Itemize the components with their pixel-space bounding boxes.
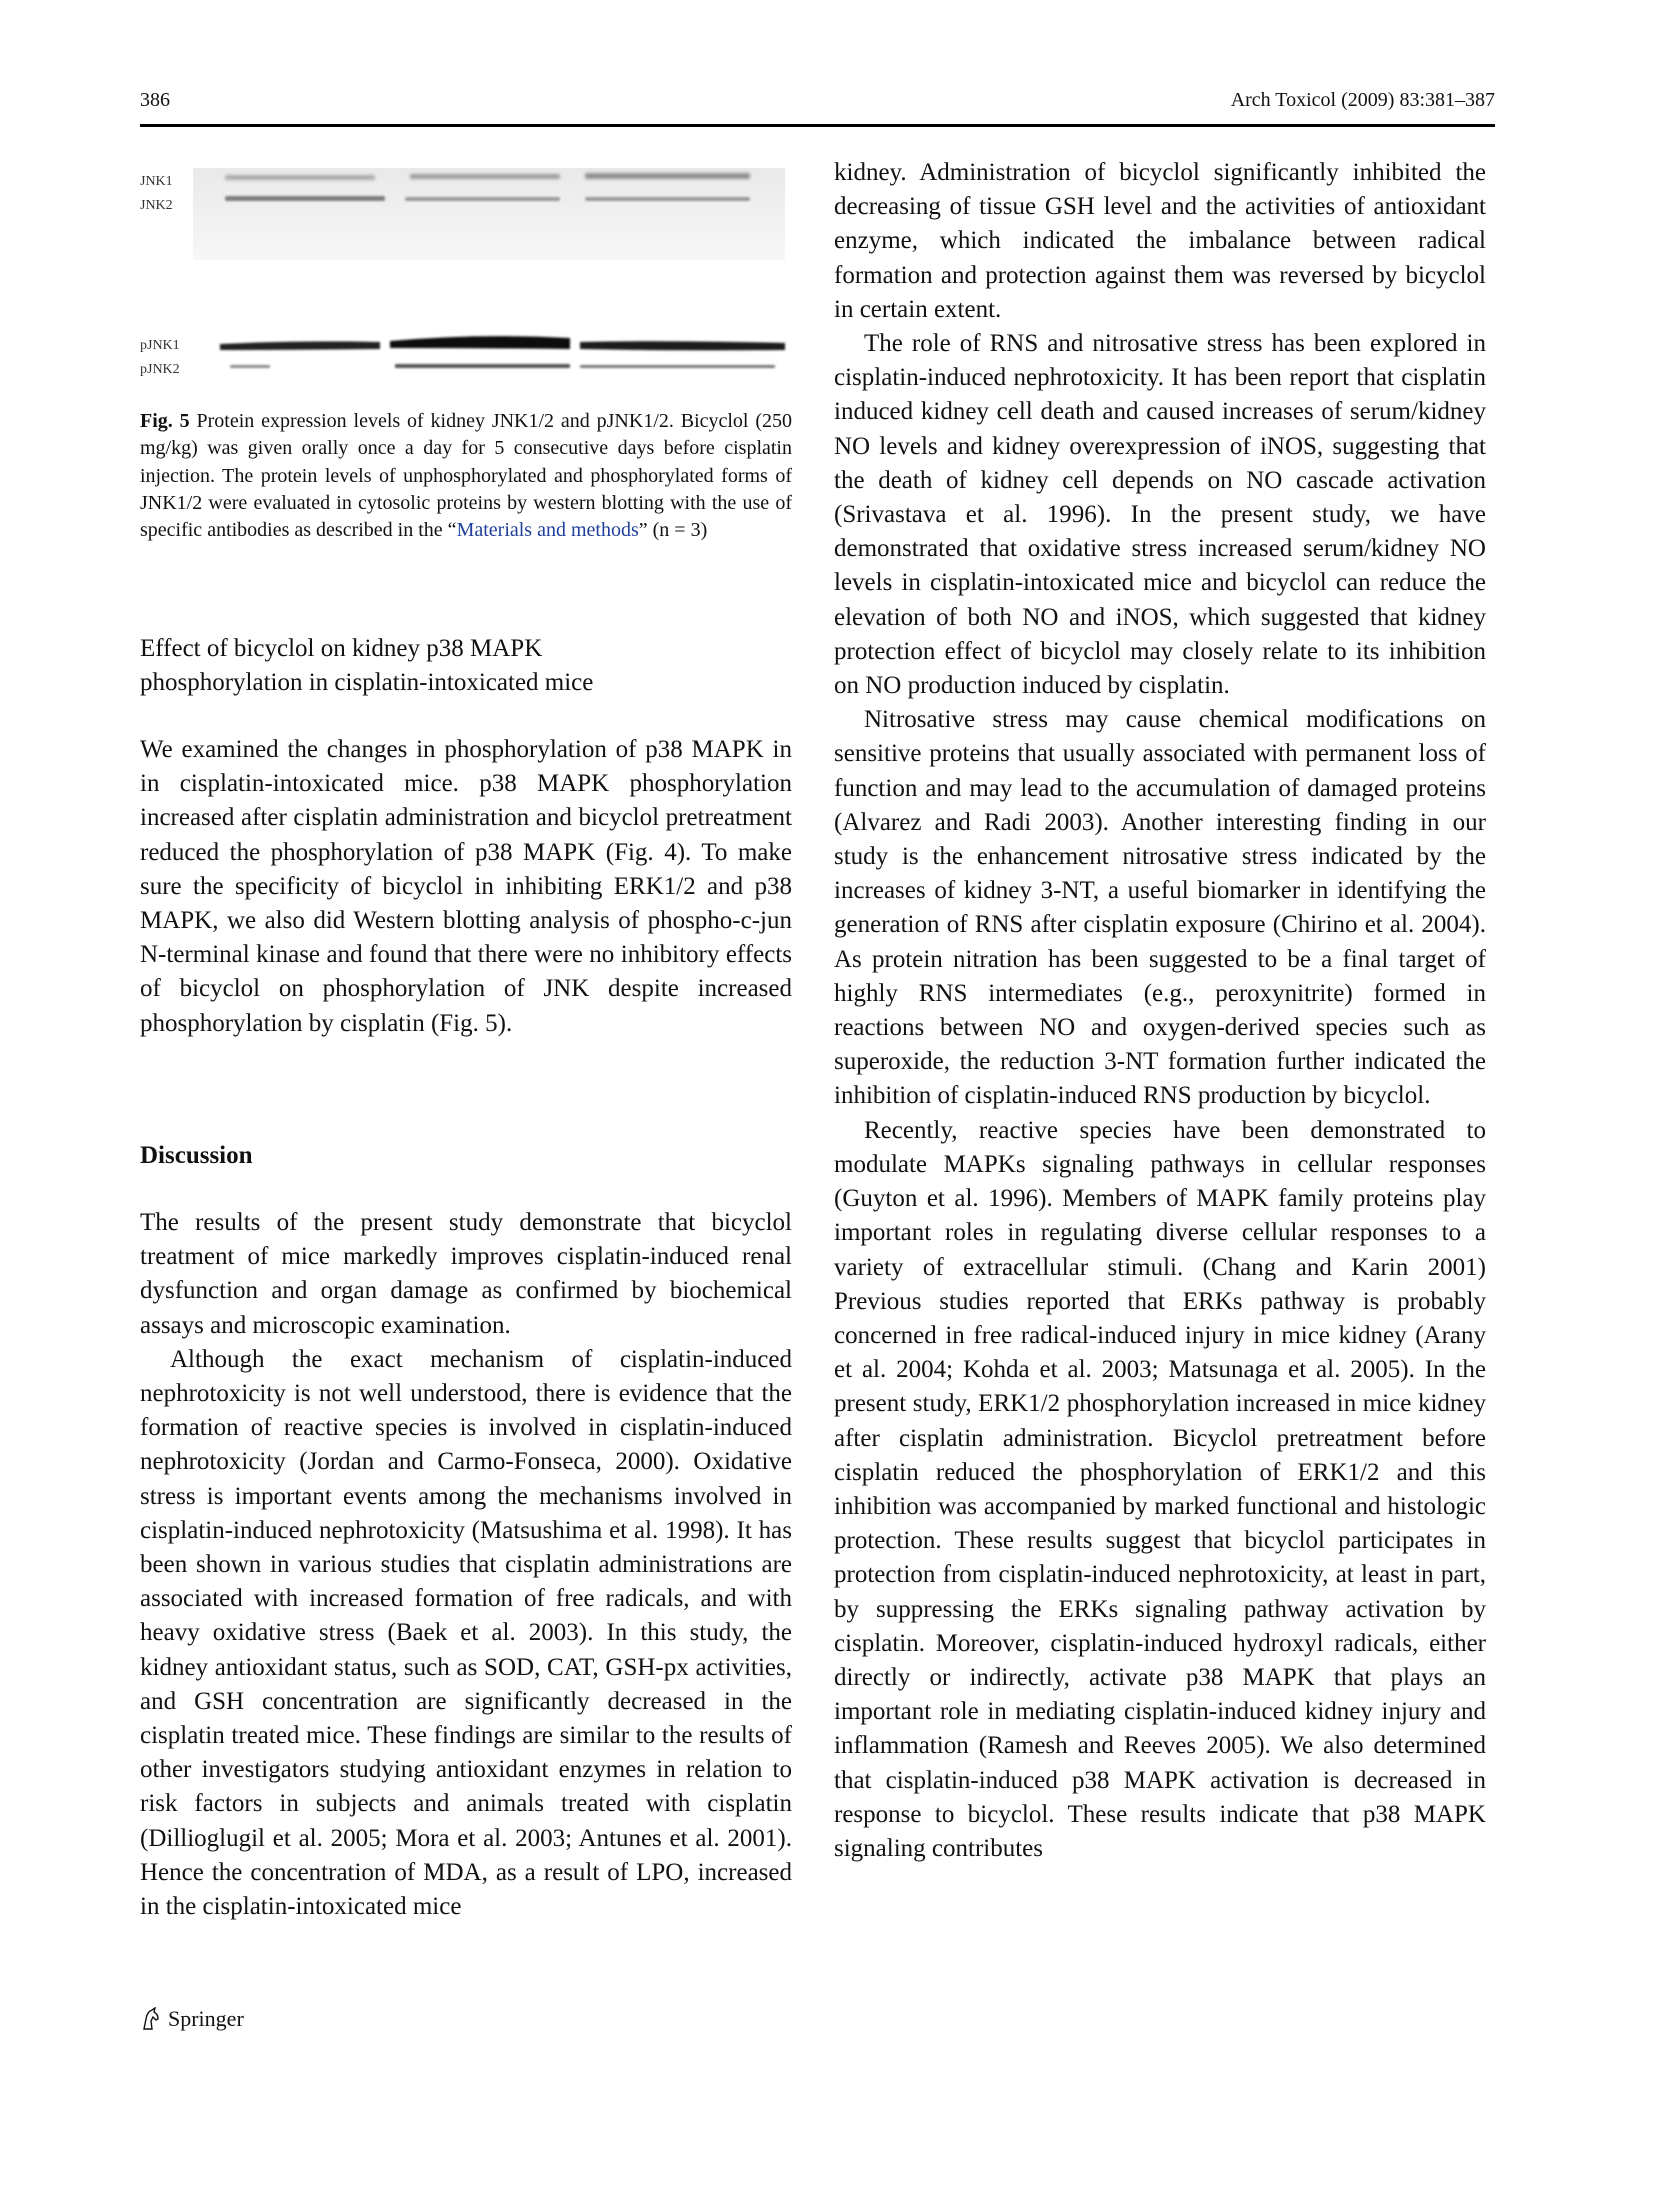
figure-caption-text: Protein expression levels of kidney JNK1/2 and pJNK1/2. Bicyclol (250 mg/kg) was given orally once a day for 5 consecutive days before cisplatin injection. The protein levels of unphosphorylated and phosphorylated forms of JNK1/2 were evaluated in cytosolic proteins by western blotting with the use of specific antibodies as described in the “ <box>140 410 793 542</box>
figure-caption-label: Fig. 5 <box>140 410 190 432</box>
blot-upper-background <box>193 168 785 260</box>
jnk1-band <box>225 175 375 180</box>
publisher-name: Springer <box>168 2006 244 2031</box>
pjnk2-label: pJNK2 <box>140 362 180 377</box>
pjnk1-label: pJNK1 <box>140 338 180 353</box>
left-paragraph-1-container <box>140 733 792 1041</box>
pjnk2-band <box>580 365 775 368</box>
paragraph-kidney-gsh: kidney. Administration of bicyclol significantly inhibited the decreasing of tissue GSH level and the activities of antioxidant enzyme, which indicated the imbalance between radical formation and protection against them was reversed by bicyclol in certain extent. <box>834 159 1486 323</box>
jnk2-band <box>585 197 750 201</box>
pjnk1-band <box>390 336 570 349</box>
jnk1-band <box>410 174 560 179</box>
pjnk1-band <box>580 341 785 350</box>
jnk2-band <box>225 196 385 201</box>
page-number: 386 <box>140 89 170 111</box>
section-title-line-1: Effect of bicyclol on kidney p38 MAPK <box>140 635 543 662</box>
blot-image <box>140 168 790 388</box>
figure-caption-end: ” (n = 3) <box>638 519 708 542</box>
pjnk2-band <box>395 364 570 368</box>
header-rule <box>140 124 1495 127</box>
publisher-footer <box>140 2006 244 2032</box>
jnk1-band <box>585 173 750 179</box>
paragraph-p38: We examined the changes in phosphorylation of p38 MAPK in in cisplatin-intoxicated mice. p38 MAPK phosphorylation increased after cisplatin administration and bicyclol pretreatment reduced the phosphorylation of p38 MAPK (Fig. 4). To make sure the specificity of bicyclol in inhibiting ERK1/2 and p38 MAPK, we also did Western blotting analysis of phospho-c-jun N-terminal kinase and found that there were no inhibitory effects of bicyclol on phosphorylation of JNK despite increased phosphorylation by cisplatin (Fig. 5). <box>140 736 792 1037</box>
springer-horse-icon <box>140 2007 162 2031</box>
pjnk1-band <box>220 341 380 350</box>
jnk1-label: JNK1 <box>140 174 173 189</box>
section-title <box>140 632 792 700</box>
pjnk2-band <box>230 365 270 368</box>
jnk2-label: JNK2 <box>140 198 173 213</box>
materials-methods-link[interactable]: Materials and methods <box>456 519 639 542</box>
paragraph-results: The results of the present study demonstrate that bicyclol treatment of mice markedly improves cisplatin-induced renal dysfunction and organ damage as confirmed by biochemical assays and microscopic examination. <box>140 1209 792 1339</box>
journal-citation: Arch Toxicol (2009) 83:381–387 <box>1230 89 1495 111</box>
left-discussion-container <box>140 1206 792 1924</box>
section-title-line-2: phosphorylation in cisplatin-intoxicated mice <box>140 669 594 696</box>
paragraph-rns: The role of RNS and nitrosative stress has been explored in cisplatin-induced nephrotoxicity. It has been report that cisplatin induced kidney cell death and caused increases of serum/kidney NO levels and kidney overexpression of iNOS, suggesting that the death of kidney cell depends on NO cascade activation (Srivastava et al. 1996). In the present study, we have demonstrated that oxidative stress increased serum/kidney NO levels in cisplatin-intoxicated mice and bicyclol can reduce the elevation of both NO and iNOS, which suggested that kidney protection effect of bicyclol may closely relate to its inhibition on NO production induced by cisplatin. <box>834 330 1486 700</box>
right-column <box>834 156 1486 1866</box>
paragraph-mapk: Recently, reactive species have been demonstrated to modulate MAPKs signaling pathways in cellular responses (Guyton et al. 1996). Members of MAPK family proteins play important roles in regulating diverse cellular responses to a variety of extracellular stimuli. (Chang and Karin 2001) Previous studies reported that ERKs pathway is probably concerned in free radical-induced injury in mice kidney (Arany et al. 2004; Kohda et al. 2003; Matsunaga et al. 2005). In the present study, ERK1/2 phosphorylation increased in mice kidney after cisplatin administration. Bicyclol pretreatment before cisplatin reduced the phosphorylation of ERK1/2 and this inhibition was accompanied by marked functional and histologic protection. These results suggest that bicyclol participates in protection from cisplatin-induced nephrotoxicity, at least in part, by suppressing the ERKs signaling pathway activation by cisplatin. Moreover, cisplatin-induced hydroxyl radicals, either directly or indirectly, activate p38 MAPK that plays an important role in mediating cisplatin-induced kidney injury and inflammation (Ramesh and Reeves 2005). We also determined that cisplatin-induced p38 MAPK activation is decreased in response to bicyclol. These results indicate that p38 MAPK signaling contributes <box>834 1116 1486 1862</box>
western-blot-figure <box>140 168 790 388</box>
paragraph-mechanism: Although the exact mechanism of cisplatin-induced nephrotoxicity is not well understood, there is evidence that the formation of reactive species is involved in cisplatin-induced nephrotoxicity (Jordan and Carmo-Fonseca, 2000). Oxidative stress is important events among the mechanisms involved in cisplatin-induced nephrotoxicity (Matsushima et al. 1998). It has been shown in various studies that cisplatin administrations are associated with increased formation of free radicals, and with heavy oxidative stress (Baek et al. 2003). In this study, the kidney antioxidant status, such as SOD, CAT, GSH-px activities, and GSH concentration are significantly decreased in the cisplatin treated mice. These findings are similar to the results of other investigators studying antioxidant enzymes in relation to risk factors in subjects and animals treated with cisplatin (Dillioglugil et al. 2005; Mora et al. 2003; Antunes et al. 2001). Hence the concentration of MDA, as a result of LPO, increased in the cisplatin-intoxicated mice <box>140 1345 792 1921</box>
paragraph-nitrosative: Nitrosative stress may cause chemical modifications on sensitive proteins that usually associated with permanent loss of function and may lead to the accumulation of damaged proteins (Alvarez and Radi 2003). Another interesting finding in our study is the enhancement nitrosative stress indicated by the increases of kidney 3-NT, a useful biomarker in identifying the generation of RNS after cisplatin exposure (Chirino et al. 2004). As protein nitration has been suggested to be a final target of highly RNS intermediates (e.g., peroxynitrite) formed in reactions between NO and oxygen-derived species such as superoxide, the reduction 3-NT formation further indicated the inhibition of cisplatin-induced RNS production by bicyclol. <box>834 706 1486 1110</box>
jnk2-band <box>405 197 560 201</box>
figure-caption <box>140 408 792 544</box>
discussion-heading: Discussion <box>140 1142 253 1169</box>
